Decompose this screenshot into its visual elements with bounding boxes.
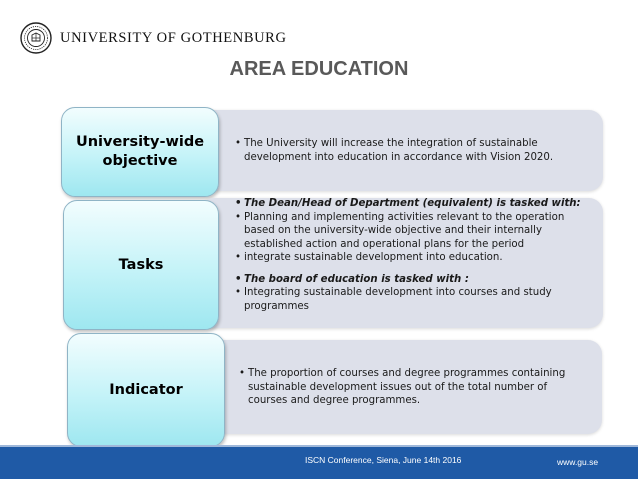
objective-label-line-1: University-wide — [75, 134, 205, 150]
indicator-label: Indicator — [109, 381, 183, 398]
bullet-item: • Planning and implementing activities relevant to the operation based on the university-wide objective and their internally established action and operational plans for the period — [235, 211, 590, 252]
bullet-item: • The University will increase the integration of sustainable development into education in accordance with Vision 2020. — [235, 137, 585, 164]
indicator-bullets — [239, 367, 579, 408]
bullet-item: • integrate sustainable development into education. — [235, 251, 590, 265]
website-link[interactable]: www.gu.se — [557, 457, 599, 467]
bullet-item: • The proportion of courses and degree programmes containing sustainable development issues out of the total number of courses and degree programmes. — [239, 367, 579, 408]
indicator-label-box — [67, 333, 225, 447]
slide-title: AREA EDUCATION — [229, 58, 409, 80]
objective-label-line-2: objective — [102, 153, 178, 169]
bullet-item: • The board of education is tasked with : — [235, 273, 590, 287]
objective-label-box — [61, 107, 219, 197]
tasks-label: Tasks — [118, 256, 164, 273]
tasks-bullets — [235, 197, 590, 313]
university-seal-icon — [20, 22, 52, 54]
objective-bullets — [235, 137, 585, 164]
conference-text: ISCN Conference, Siena, June 14th 2016 — [305, 455, 462, 465]
bullet-item: • Integrating sustainable development into courses and study programmes — [235, 286, 590, 313]
header — [20, 22, 287, 54]
bullet-item: • The Dean/Head of Department (equivalent) is tasked with: — [235, 197, 590, 211]
tasks-label-box — [63, 200, 219, 330]
university-name: UNIVERSITY OF GOTHENBURG — [60, 29, 287, 46]
